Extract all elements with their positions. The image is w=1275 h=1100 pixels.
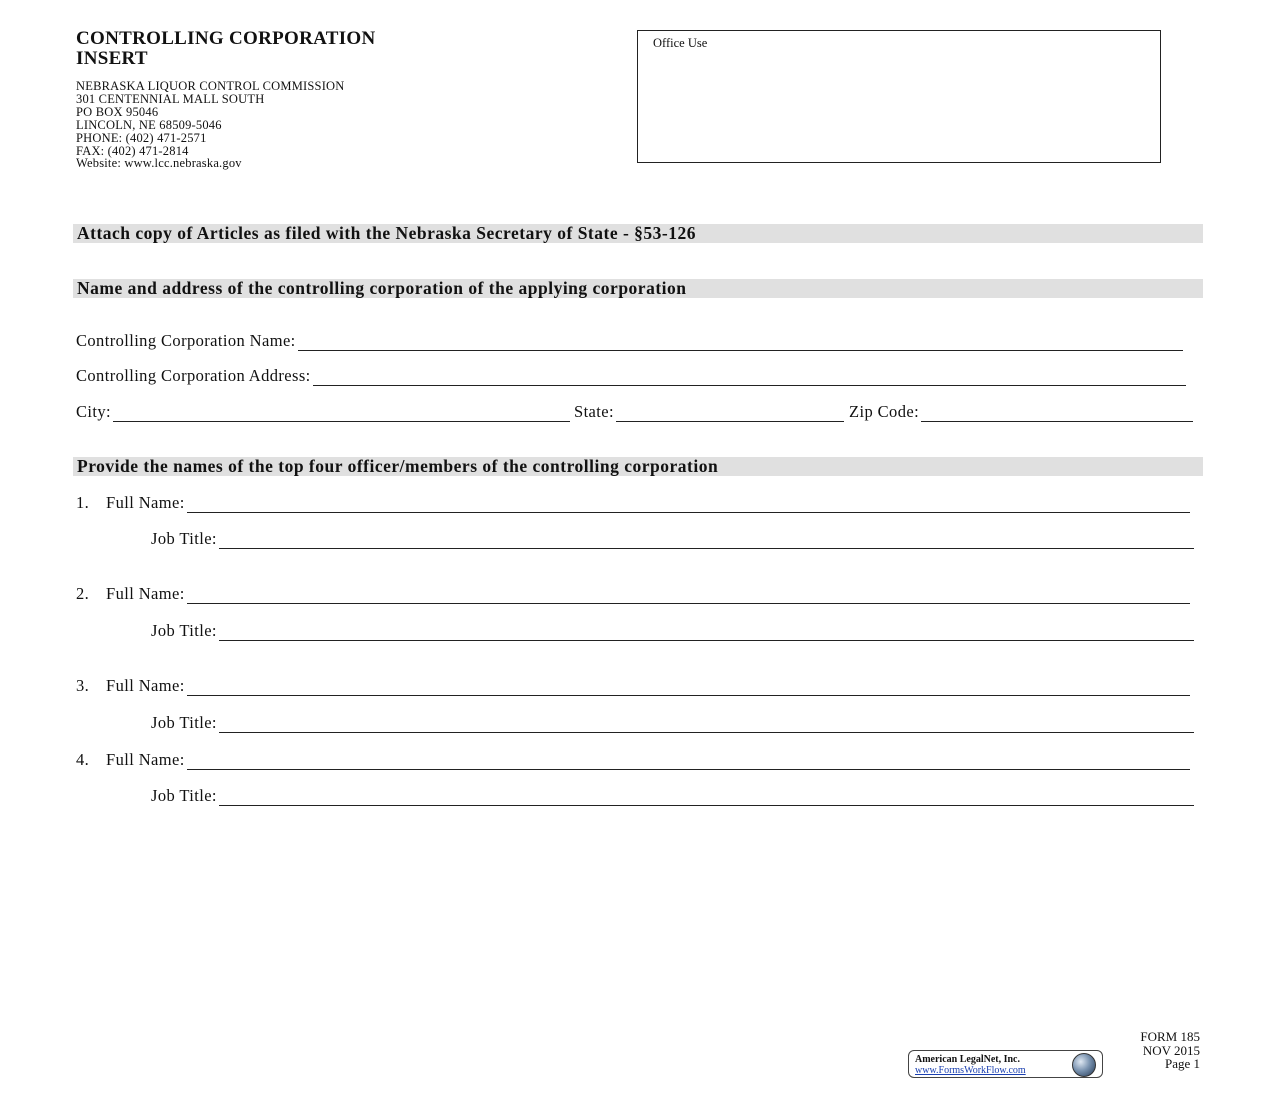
zip-input[interactable]	[921, 409, 1193, 425]
officer-3-name-field[interactable]	[187, 681, 1190, 696]
state-label: State:	[574, 402, 614, 421]
officer-1-title-input[interactable]	[219, 536, 1194, 552]
officer-4-title-row	[151, 786, 1194, 806]
officer-2-name-field[interactable]	[187, 589, 1190, 604]
officer-4-title-input[interactable]	[219, 793, 1194, 809]
section-name-address-heading: Name and address of the controlling corporation of the applying corporation	[77, 278, 687, 298]
agency-address-block	[76, 80, 345, 170]
officer-4-title-label: Job Title:	[151, 786, 217, 805]
zip-label: Zip Code:	[849, 402, 920, 421]
officer-2-name-row	[76, 584, 1190, 604]
vendor-link[interactable]: www.FormsWorkFlow.com	[915, 1065, 1026, 1076]
corp-name-label: Controlling Corporation Name:	[76, 331, 296, 350]
city-input[interactable]	[113, 409, 570, 425]
form-title-line1: CONTROLLING CORPORATION	[76, 28, 376, 49]
state-field[interactable]	[616, 407, 844, 422]
officer-3-title-row	[151, 713, 1194, 733]
officer-4-name-input[interactable]	[187, 757, 1190, 773]
state-row	[574, 402, 844, 422]
corp-address-row	[76, 366, 1186, 386]
corp-address-input[interactable]	[313, 373, 1186, 389]
agency-fax: FAX: (402) 471-2814	[76, 143, 189, 158]
officer-1-title-row	[151, 529, 1194, 549]
officer-2-number: 2.	[76, 584, 90, 603]
agency-website: Website: www.lcc.nebraska.gov	[76, 156, 242, 171]
officer-3-number: 3.	[76, 676, 90, 695]
officer-4-number: 4.	[76, 750, 90, 769]
corp-address-field[interactable]	[313, 371, 1186, 386]
agency-name: NEBRASKA LIQUOR CONTROL COMMISSION	[76, 79, 345, 93]
officer-1-title-label: Job Title:	[151, 529, 217, 548]
globe-icon	[1072, 1053, 1096, 1077]
officer-1-number: 1.	[76, 493, 90, 512]
form-footer	[1140, 1030, 1200, 1071]
officer-1-name-label: Full Name:	[106, 493, 185, 512]
city-label: City:	[76, 402, 112, 421]
officer-2-title-row	[151, 621, 1194, 641]
zip-row	[849, 402, 1193, 422]
form-title-line2: INSERT	[76, 48, 148, 69]
agency-city-state: LINCOLN, NE 68509-5046	[76, 117, 222, 132]
section-articles-heading: Attach copy of Articles as filed with the Nebraska Secretary of State - §53-126	[77, 223, 696, 243]
agency-po-box: PO BOX 95046	[76, 104, 159, 119]
officer-3-name-row	[76, 676, 1190, 696]
office-use-label: Office Use	[653, 36, 708, 50]
form-number: FORM 185	[1140, 1029, 1200, 1044]
corp-name-row	[76, 331, 1183, 351]
city-field[interactable]	[113, 407, 570, 422]
agency-street: 301 CENTENNIAL MALL SOUTH	[76, 91, 265, 106]
officer-1-title-field[interactable]	[219, 534, 1194, 549]
city-row	[76, 402, 570, 422]
zip-field[interactable]	[921, 407, 1193, 422]
agency-phone: PHONE: (402) 471-2571	[76, 130, 207, 145]
corp-name-field[interactable]	[298, 336, 1183, 351]
officer-4-name-field[interactable]	[187, 755, 1190, 770]
officer-1-name-field[interactable]	[187, 498, 1190, 513]
officer-2-name-label: Full Name:	[106, 584, 185, 603]
state-input[interactable]	[616, 409, 844, 425]
officer-3-title-input[interactable]	[219, 720, 1194, 736]
officer-3-name-input[interactable]	[187, 683, 1190, 699]
form-date: NOV 2015	[1142, 1042, 1200, 1058]
section-officers-heading: Provide the names of the top four officer/members of the controlling corporation	[77, 456, 719, 476]
officer-2-title-label: Job Title:	[151, 621, 217, 640]
officer-4-name-label: Full Name:	[106, 750, 185, 769]
officer-2-title-input[interactable]	[219, 628, 1194, 644]
officer-1-name-row	[76, 493, 1190, 513]
officer-3-title-label: Job Title:	[151, 713, 217, 732]
officer-4-title-field[interactable]	[219, 791, 1194, 806]
officer-2-title-field[interactable]	[219, 626, 1194, 641]
page-number: Page 1	[1164, 1056, 1200, 1071]
officer-1-name-input[interactable]	[187, 500, 1190, 516]
officer-3-name-label: Full Name:	[106, 676, 185, 695]
corp-name-input[interactable]	[298, 338, 1183, 354]
corp-address-label: Controlling Corporation Address:	[76, 366, 311, 385]
vendor-name: American LegalNet, Inc.	[915, 1054, 1020, 1065]
officer-4-name-row	[76, 750, 1190, 770]
officer-3-title-field[interactable]	[219, 718, 1194, 733]
officer-2-name-input[interactable]	[187, 591, 1190, 607]
office-use-box	[637, 30, 1161, 163]
vendor-badge[interactable]	[908, 1050, 1103, 1078]
section-articles-band	[73, 224, 1203, 243]
section-officers-band	[73, 457, 1203, 476]
section-name-address-band	[73, 279, 1203, 298]
form-title	[76, 29, 376, 69]
